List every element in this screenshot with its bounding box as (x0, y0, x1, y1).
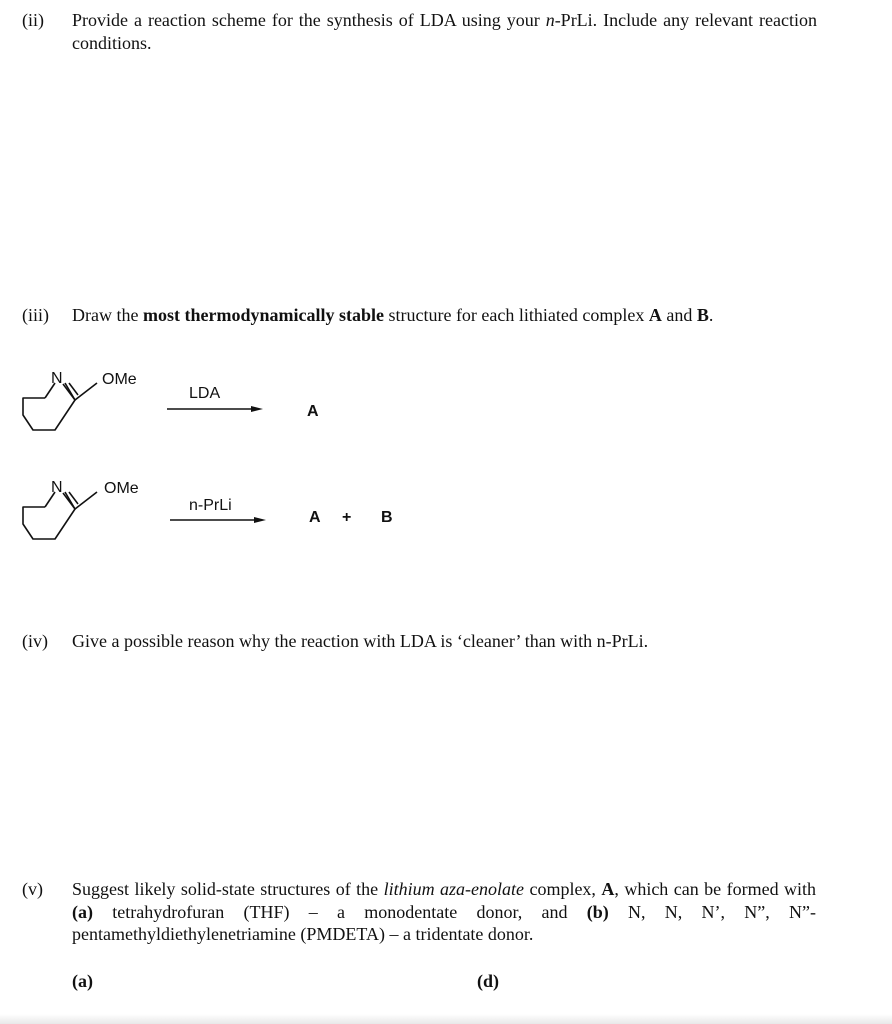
question-v-label-b: (b) (586, 901, 609, 922)
question-iii-complex-a: A (648, 305, 662, 325)
reaction-1-product-a: A (307, 403, 319, 420)
page-bottom-edge (0, 1014, 892, 1024)
question-iii-complex-b: B (696, 305, 709, 325)
question-ii-text (72, 9, 817, 54)
question-ii-text-part2: -PrLi. Include any relevant reaction conditions. (72, 10, 817, 53)
reaction-1-reagent: LDA (189, 385, 221, 402)
question-v-text-part2: complex, (524, 879, 602, 899)
question-iii-text-part2: structure for each lithiated complex (383, 305, 649, 325)
question-v-complex-a: A (601, 879, 615, 899)
question-v-text-part4: tetrahydrofuran (THF) – a monodentate donor, and (93, 901, 587, 922)
reaction-2-plus: + (342, 509, 352, 526)
reaction-1-arrow (167, 404, 267, 414)
question-iv-text: Give a possible reason why the reaction with LDA is ‘cleaner’ than with n-PrLi. (72, 631, 649, 651)
reaction-1-n-label: N (51, 370, 63, 387)
reaction-2-n-label: N (51, 479, 63, 496)
question-v-italic-phrase: lithium aza-enolate (383, 879, 525, 899)
question-iii-text-part1: Draw the (72, 305, 143, 325)
reaction-2-product-b: B (381, 509, 393, 526)
question-iii-text-part3: and (661, 305, 697, 325)
question-ii-n-italic: n (545, 10, 555, 30)
reaction-2-arrow (170, 515, 270, 525)
question-ii-number: (ii) (22, 10, 44, 30)
question-iv-number: (iv) (22, 631, 48, 651)
reaction-2-product-a: A (309, 509, 321, 526)
question-iii-bold-phrase: most thermodynamically stable (142, 305, 384, 325)
question-v-number: (v) (22, 879, 43, 899)
question-iii-text (72, 304, 832, 327)
question-iii-number: (iii) (22, 305, 49, 325)
question-iii-text-part4: . (708, 305, 714, 325)
question-v-text (72, 878, 816, 946)
reaction-1-ome-label: OMe (102, 371, 137, 388)
question-ii-text-part1: Provide a reaction scheme for the synthesis of LDA using your (72, 10, 546, 30)
answer-part-a-label: (a) (72, 971, 93, 991)
question-v-text-part1: Suggest likely solid-state structures of the (72, 879, 384, 899)
answer-part-d-label: (d) (477, 971, 499, 991)
question-v-text-part5: N, N, N’, N”, N”-pentamethyldiethylenetriamine (PMDETA) – a tridentate donor. (72, 901, 816, 944)
reaction-2-reagent: n-PrLi (189, 497, 232, 514)
question-v-label-a: (a) (72, 901, 93, 922)
reaction-2-ome-label: OMe (104, 480, 139, 497)
question-v-text-part3: , which can be formed with (614, 879, 817, 899)
